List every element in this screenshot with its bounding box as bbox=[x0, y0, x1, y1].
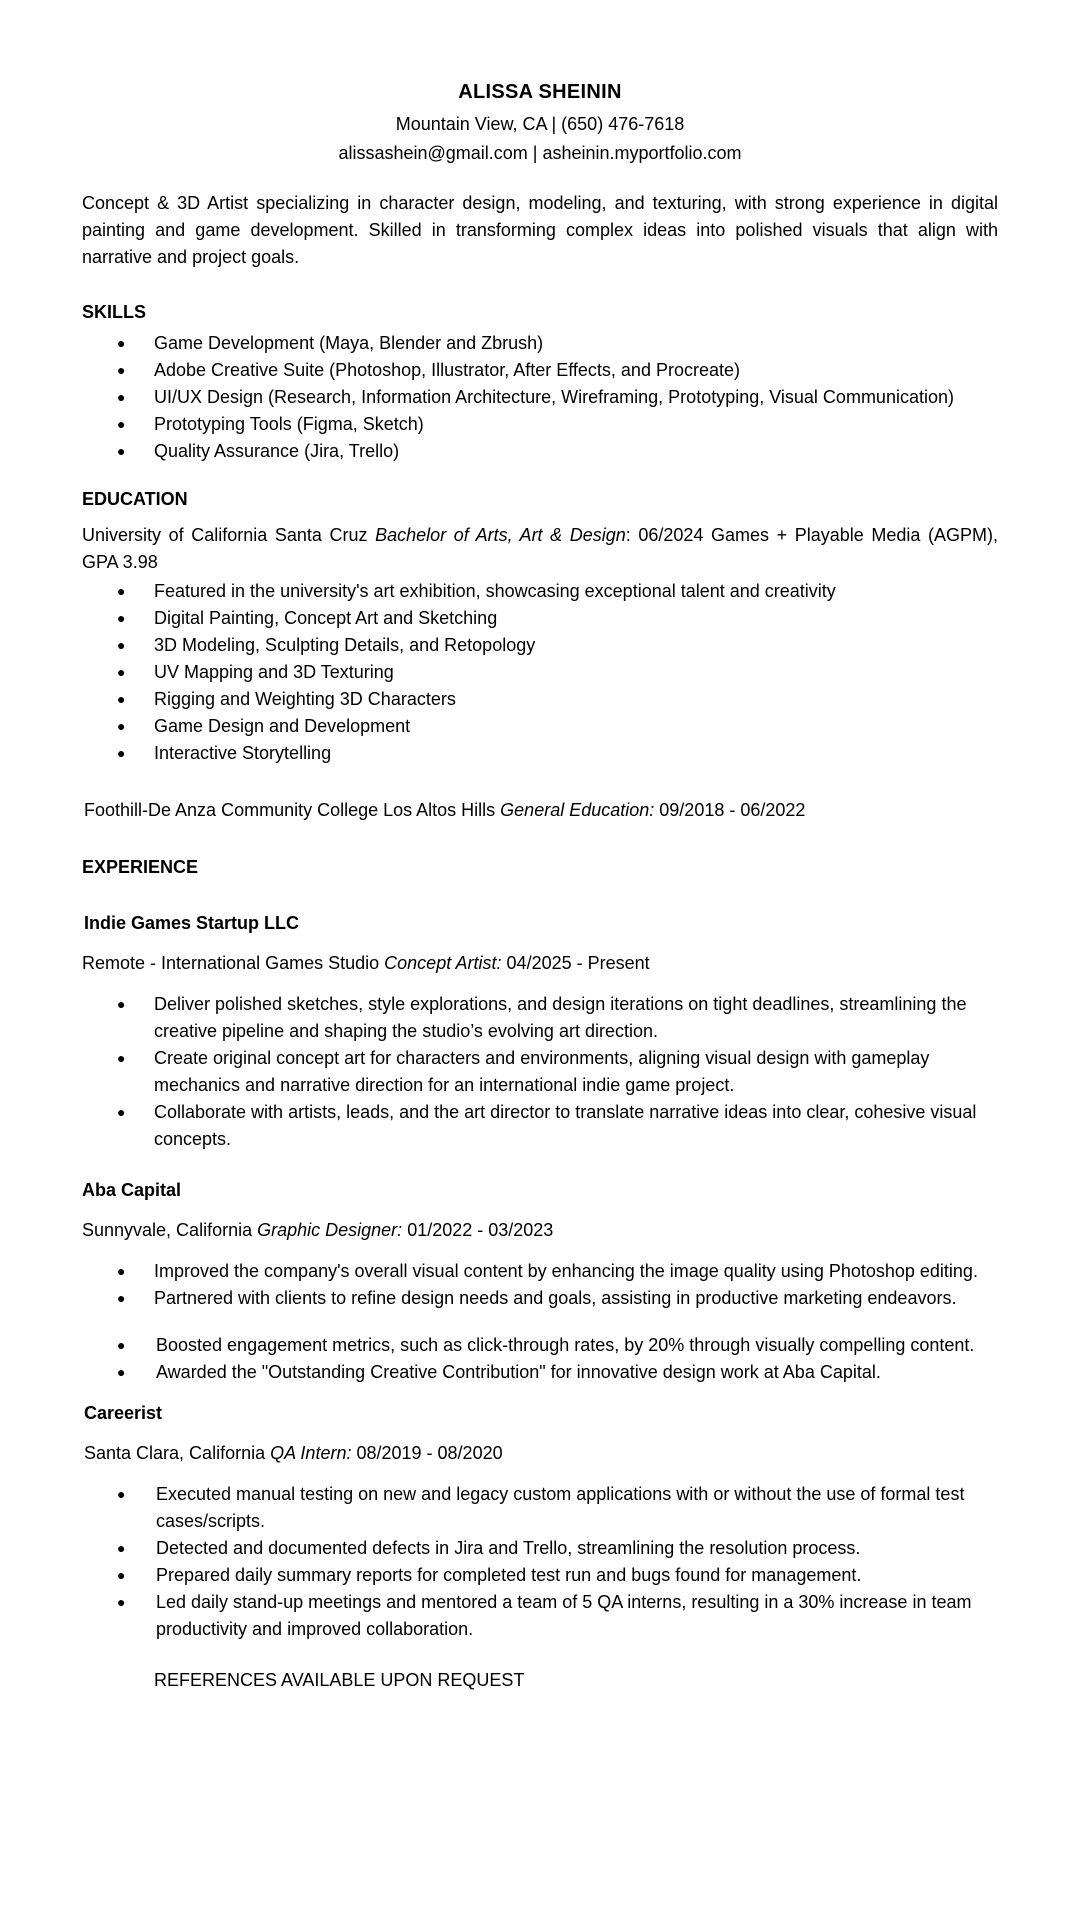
bullet-icon: ● bbox=[117, 362, 126, 378]
list-item: ● Improved the company's overall visual content by enhancing the image quality using Photoshop editing. bbox=[82, 1258, 998, 1285]
bullet-icon: ● bbox=[117, 610, 126, 626]
job-entry bbox=[82, 910, 998, 1153]
company-name: Indie Games Startup LLC bbox=[84, 913, 300, 933]
degree-details: : 06/2024 Games + Playable Media (AGPM), GPA 3.98 bbox=[82, 525, 998, 572]
list-item: ● Rigging and Weighting 3D Characters bbox=[82, 686, 998, 713]
job-title-line: Santa Clara, California QA Intern: 08/2019 - 08/2020 bbox=[84, 1443, 503, 1463]
degree-name: Bachelor of Arts, Art & Design bbox=[375, 525, 626, 545]
list-item: ● 3D Modeling, Sculpting Details, and Retopology bbox=[82, 632, 998, 659]
professional-summary: Concept & 3D Artist specializing in character design, modeling, and texturing, with strong experience in digital painting and game development. Skilled in transforming complex ideas into polished visuals that align with narrative and project goals. bbox=[82, 193, 998, 267]
list-item: ● Create original concept art for characters and environments, aligning visual design with gameplay mechanics and narrative direction for an international indie game project. bbox=[82, 1045, 998, 1099]
list-item: ● Led daily stand-up meetings and mentored a team of 5 QA interns, resulting in a 30% increase in team productivity and improved collaboration. bbox=[82, 1589, 998, 1643]
bullet-icon: ● bbox=[117, 416, 126, 432]
list-item: ● UI/UX Design (Research, Information Architecture, Wireframing, Prototyping, Visual Communication) bbox=[82, 384, 998, 411]
bullet-icon: ● bbox=[117, 1540, 126, 1556]
foothill-entry bbox=[84, 797, 998, 824]
bullet-icon: ● bbox=[117, 389, 126, 405]
resume-header bbox=[82, 78, 998, 168]
list-item: ● Quality Assurance (Jira, Trello) bbox=[82, 438, 998, 465]
bullet-icon: ● bbox=[117, 1486, 126, 1502]
list-item: ● Prepared daily summary reports for completed test run and bugs found for management. bbox=[82, 1562, 998, 1589]
company-name: Aba Capital bbox=[82, 1180, 182, 1200]
bullet-icon: ● bbox=[117, 718, 126, 734]
bullet-icon: ● bbox=[117, 1104, 126, 1120]
job-entry bbox=[82, 1177, 998, 1386]
email-website: alissashein@gmail.com | asheinin.myportfolio.com bbox=[338, 143, 742, 163]
job-title-line: Sunnyvale, California Graphic Designer: 01/2022 - 03/2023 bbox=[82, 1220, 554, 1240]
bullet-icon: ● bbox=[117, 745, 126, 761]
list-item: ● UV Mapping and 3D Texturing bbox=[82, 659, 998, 686]
bullet-icon: ● bbox=[117, 1337, 126, 1353]
bullet-icon: ● bbox=[117, 664, 126, 680]
list-item: ● Prototyping Tools (Figma, Sketch) bbox=[82, 411, 998, 438]
list-item: ● Game Design and Development bbox=[82, 713, 998, 740]
bullet-icon: ● bbox=[117, 996, 126, 1012]
list-item: ● Partnered with clients to refine design needs and goals, assisting in productive marketing endeavors. bbox=[82, 1285, 998, 1312]
job-duties bbox=[82, 1258, 998, 1386]
bullet-icon: ● bbox=[117, 1050, 126, 1066]
job-title-line: Remote - International Games Studio Concept Artist: 04/2025 - Present bbox=[82, 953, 650, 973]
program-dates: 09/2018 - 06/2022 bbox=[654, 800, 806, 820]
list-item: ● Detected and documented defects in Jira and Trello, streamlining the resolution process. bbox=[82, 1535, 998, 1562]
bullet-icon: ● bbox=[117, 583, 126, 599]
list-item: ● Digital Painting, Concept Art and Sketching bbox=[82, 605, 998, 632]
list-item: ● Boosted engagement metrics, such as click-through rates, by 20% through visually compelling content. bbox=[82, 1332, 998, 1359]
bullet-icon: ● bbox=[117, 1263, 126, 1279]
bullet-icon: ● bbox=[117, 1290, 126, 1306]
bullet-icon: ● bbox=[117, 443, 126, 459]
list-item: ● Collaborate with artists, leads, and the art director to translate narrative ideas into clear, cohesive visual concepts. bbox=[82, 1099, 998, 1153]
education-heading: EDUCATION bbox=[82, 489, 188, 509]
ucsc-entry bbox=[82, 522, 998, 576]
list-item: ● Featured in the university's art exhibition, showcasing exceptional talent and creativity bbox=[82, 578, 998, 605]
bullet-icon: ● bbox=[117, 1594, 126, 1610]
bullet-icon: ● bbox=[117, 637, 126, 653]
bullet-icon: ● bbox=[117, 1364, 126, 1380]
job-duties bbox=[82, 991, 998, 1153]
list-item: ● Interactive Storytelling bbox=[82, 740, 998, 767]
skills-heading: SKILLS bbox=[82, 302, 147, 322]
bullet-icon: ● bbox=[117, 1567, 126, 1583]
bullet-icon: ● bbox=[117, 691, 126, 707]
list-item: ● Deliver polished sketches, style explorations, and design iterations on tight deadlines, streamlining the creative pipeline and shaping the studio’s evolving art direction. bbox=[82, 991, 998, 1045]
experience-heading: EXPERIENCE bbox=[82, 857, 199, 877]
list-item: ● Awarded the "Outstanding Creative Contribution" for innovative design work at Aba Capital. bbox=[82, 1359, 998, 1386]
list-item: ● Adobe Creative Suite (Photoshop, Illustrator, After Effects, and Procreate) bbox=[82, 357, 998, 384]
program-name: General Education: bbox=[500, 800, 655, 820]
references-note: REFERENCES AVAILABLE UPON REQUEST bbox=[154, 1670, 525, 1690]
location-phone: Mountain View, CA | (650) 476-7618 bbox=[395, 114, 685, 134]
ucsc-highlights bbox=[82, 578, 998, 767]
school-name: University of California Santa Cruz bbox=[82, 525, 376, 545]
company-name: Careerist bbox=[84, 1403, 163, 1423]
bullet-icon: ● bbox=[117, 335, 126, 351]
list-item: ● Executed manual testing on new and legacy custom applications with or without the use of formal test cases/scripts. bbox=[82, 1481, 998, 1535]
job-entry bbox=[82, 1400, 998, 1643]
experience-section bbox=[82, 854, 998, 1694]
job-duties bbox=[82, 1481, 998, 1643]
list-item: ● Game Development (Maya, Blender and Zbrush) bbox=[82, 330, 998, 357]
education-section bbox=[82, 486, 998, 824]
skills-list bbox=[82, 330, 998, 465]
candidate-name: ALISSA SHEININ bbox=[458, 81, 622, 103]
school-name: Foothill-De Anza Community College Los Altos Hills bbox=[84, 800, 501, 820]
skills-section bbox=[82, 299, 998, 465]
